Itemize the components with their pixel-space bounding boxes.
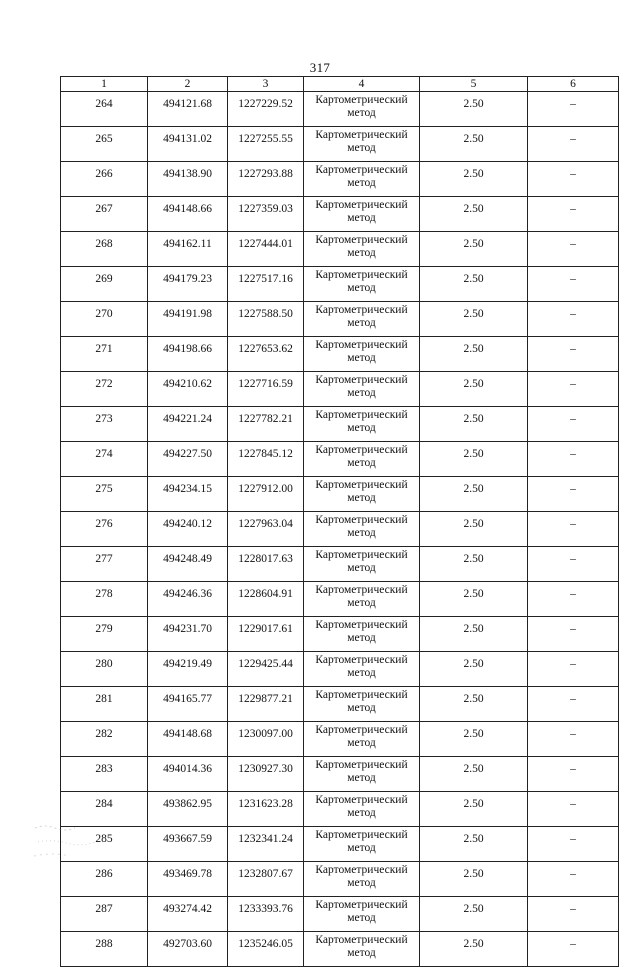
coord-x-cell: 494198.66 (148, 337, 228, 372)
accuracy-cell: 2.50 (420, 477, 528, 512)
coord-y-cell: 1229425.44 (228, 652, 304, 687)
coord-x-cell: 494246.36 (148, 582, 228, 617)
method-cell: Картометрический метод (304, 757, 420, 792)
coord-y-cell: 1227255.55 (228, 127, 304, 162)
method-cell: Картометрический метод (304, 547, 420, 582)
accuracy-cell: 2.50 (420, 162, 528, 197)
method-cell: Картометрический метод (304, 232, 420, 267)
note-cell: – (528, 582, 619, 617)
coord-y-cell: 1227716.59 (228, 372, 304, 407)
accuracy-cell: 2.50 (420, 267, 528, 302)
accuracy-cell: 2.50 (420, 582, 528, 617)
method-cell: Картометрический метод (304, 442, 420, 477)
method-cell: Картометрический метод (304, 652, 420, 687)
table-row (61, 92, 619, 127)
point-number-cell: 270 (61, 302, 148, 337)
method-cell: Картометрический метод (304, 302, 420, 337)
coord-y-cell: 1230097.00 (228, 722, 304, 757)
note-cell: – (528, 197, 619, 232)
table-row (61, 687, 619, 722)
header-col-5: 5 (420, 77, 528, 92)
method-cell: Картометрический метод (304, 477, 420, 512)
point-number-cell: 281 (61, 687, 148, 722)
coord-y-cell: 1228604.91 (228, 582, 304, 617)
coord-y-cell: 1227912.00 (228, 477, 304, 512)
table-row (61, 372, 619, 407)
accuracy-cell: 2.50 (420, 547, 528, 582)
coord-x-cell: 494148.68 (148, 722, 228, 757)
coord-y-cell: 1227444.01 (228, 232, 304, 267)
accuracy-cell: 2.50 (420, 197, 528, 232)
point-number-cell: 266 (61, 162, 148, 197)
method-cell: Картометрический метод (304, 827, 420, 862)
method-cell: Картометрический метод (304, 127, 420, 162)
table-row (61, 827, 619, 862)
table-row (61, 267, 619, 302)
note-cell: – (528, 722, 619, 757)
table-row (61, 337, 619, 372)
coord-y-cell: 1229017.61 (228, 617, 304, 652)
note-cell: – (528, 687, 619, 722)
point-number-cell: 268 (61, 232, 148, 267)
table-row (61, 582, 619, 617)
accuracy-cell: 2.50 (420, 722, 528, 757)
header-col-4: 4 (304, 77, 420, 92)
coord-x-cell: 494210.62 (148, 372, 228, 407)
method-cell: Картометрический метод (304, 337, 420, 372)
coord-x-cell: 494221.24 (148, 407, 228, 442)
coord-x-cell: 494131.02 (148, 127, 228, 162)
coord-y-cell: 1227293.88 (228, 162, 304, 197)
coord-y-cell: 1229877.21 (228, 687, 304, 722)
method-cell: Картометрический метод (304, 92, 420, 127)
coord-y-cell: 1231623.28 (228, 792, 304, 827)
note-cell: – (528, 827, 619, 862)
coord-x-cell: 494179.23 (148, 267, 228, 302)
accuracy-cell: 2.50 (420, 757, 528, 792)
coord-x-cell: 493667.59 (148, 827, 228, 862)
coord-y-cell: 1227845.12 (228, 442, 304, 477)
method-cell: Картометрический метод (304, 932, 420, 967)
point-number-cell: 265 (61, 127, 148, 162)
point-number-cell: 279 (61, 617, 148, 652)
accuracy-cell: 2.50 (420, 442, 528, 477)
note-cell: – (528, 897, 619, 932)
accuracy-cell: 2.50 (420, 512, 528, 547)
note-cell: – (528, 337, 619, 372)
table-row (61, 722, 619, 757)
note-cell: – (528, 547, 619, 582)
method-cell: Картометрический метод (304, 582, 420, 617)
coord-x-cell: 494162.11 (148, 232, 228, 267)
method-cell: Картометрический метод (304, 267, 420, 302)
coord-x-cell: 494191.98 (148, 302, 228, 337)
note-cell: – (528, 372, 619, 407)
point-number-cell: 278 (61, 582, 148, 617)
note-cell: – (528, 407, 619, 442)
table-body (61, 92, 619, 967)
coord-y-cell: 1227588.50 (228, 302, 304, 337)
coord-x-cell: 493469.78 (148, 862, 228, 897)
coord-x-cell: 494219.49 (148, 652, 228, 687)
coord-x-cell: 493862.95 (148, 792, 228, 827)
table-row (61, 232, 619, 267)
table-row (61, 792, 619, 827)
method-cell: Картометрический метод (304, 617, 420, 652)
coord-x-cell: 494231.70 (148, 617, 228, 652)
point-number-cell: 272 (61, 372, 148, 407)
point-number-cell: 276 (61, 512, 148, 547)
method-cell: Картометрический метод (304, 407, 420, 442)
table-row (61, 932, 619, 967)
point-number-cell: 273 (61, 407, 148, 442)
table-row (61, 897, 619, 932)
note-cell: – (528, 92, 619, 127)
method-cell: Картометрический метод (304, 162, 420, 197)
coord-y-cell: 1227229.52 (228, 92, 304, 127)
page-number: 317 (309, 60, 331, 75)
coord-x-cell: 494165.77 (148, 687, 228, 722)
table-header-row (61, 77, 619, 92)
note-cell: – (528, 267, 619, 302)
point-number-cell: 277 (61, 547, 148, 582)
table-row (61, 652, 619, 687)
note-cell: – (528, 232, 619, 267)
point-number-cell: 286 (61, 862, 148, 897)
point-number-cell: 274 (61, 442, 148, 477)
note-cell: – (528, 652, 619, 687)
point-number-cell: 275 (61, 477, 148, 512)
table-row (61, 442, 619, 477)
table-row (61, 547, 619, 582)
coord-y-cell: 1227359.03 (228, 197, 304, 232)
coord-x-cell: 494227.50 (148, 442, 228, 477)
note-cell: – (528, 302, 619, 337)
accuracy-cell: 2.50 (420, 337, 528, 372)
coord-x-cell: 494240.12 (148, 512, 228, 547)
table-row (61, 477, 619, 512)
accuracy-cell: 2.50 (420, 92, 528, 127)
point-number-cell: 280 (61, 652, 148, 687)
method-cell: Картометрический метод (304, 897, 420, 932)
accuracy-cell: 2.50 (420, 127, 528, 162)
table-row (61, 617, 619, 652)
coordinates-table (60, 76, 619, 967)
note-cell: – (528, 162, 619, 197)
point-number-cell: 282 (61, 722, 148, 757)
accuracy-cell: 2.50 (420, 827, 528, 862)
point-number-cell: 267 (61, 197, 148, 232)
accuracy-cell: 2.50 (420, 617, 528, 652)
accuracy-cell: 2.50 (420, 897, 528, 932)
method-cell: Картометрический метод (304, 197, 420, 232)
accuracy-cell: 2.50 (420, 372, 528, 407)
coord-x-cell: 493274.42 (148, 897, 228, 932)
coord-y-cell: 1235246.05 (228, 932, 304, 967)
accuracy-cell: 2.50 (420, 407, 528, 442)
faint-stamp-mark (30, 818, 140, 868)
coord-y-cell: 1230927.30 (228, 757, 304, 792)
accuracy-cell: 2.50 (420, 652, 528, 687)
method-cell: Картометрический метод (304, 512, 420, 547)
method-cell: Картометрический метод (304, 372, 420, 407)
accuracy-cell: 2.50 (420, 687, 528, 722)
coord-y-cell: 1227653.62 (228, 337, 304, 372)
coord-x-cell: 494138.90 (148, 162, 228, 197)
point-number-cell: 269 (61, 267, 148, 302)
point-number-cell: 288 (61, 932, 148, 967)
coord-y-cell: 1227782.21 (228, 407, 304, 442)
header-col-1: 1 (61, 77, 148, 92)
header-col-3: 3 (228, 77, 304, 92)
table-row (61, 197, 619, 232)
accuracy-cell: 2.50 (420, 932, 528, 967)
table-row (61, 127, 619, 162)
coord-x-cell: 494234.15 (148, 477, 228, 512)
note-cell: – (528, 442, 619, 477)
note-cell: – (528, 792, 619, 827)
point-number-cell: 284 (61, 792, 148, 827)
coord-x-cell: 494148.66 (148, 197, 228, 232)
method-cell: Картометрический метод (304, 687, 420, 722)
table-row (61, 162, 619, 197)
note-cell: – (528, 862, 619, 897)
note-cell: – (528, 932, 619, 967)
point-number-cell: 283 (61, 757, 148, 792)
table-row (61, 512, 619, 547)
note-cell: – (528, 757, 619, 792)
accuracy-cell: 2.50 (420, 862, 528, 897)
coord-y-cell: 1232341.24 (228, 827, 304, 862)
point-number-cell: 287 (61, 897, 148, 932)
coord-y-cell: 1228017.63 (228, 547, 304, 582)
note-cell: – (528, 477, 619, 512)
table-row (61, 757, 619, 792)
coord-x-cell: 494248.49 (148, 547, 228, 582)
coord-y-cell: 1232807.67 (228, 862, 304, 897)
accuracy-cell: 2.50 (420, 792, 528, 827)
point-number-cell: 271 (61, 337, 148, 372)
method-cell: Картометрический метод (304, 722, 420, 757)
note-cell: – (528, 512, 619, 547)
header-col-2: 2 (148, 77, 228, 92)
note-cell: – (528, 617, 619, 652)
method-cell: Картометрический метод (304, 792, 420, 827)
coord-y-cell: 1233393.76 (228, 897, 304, 932)
coord-y-cell: 1227517.16 (228, 267, 304, 302)
header-col-6: 6 (528, 77, 619, 92)
method-cell: Картометрический метод (304, 862, 420, 897)
coord-y-cell: 1227963.04 (228, 512, 304, 547)
coord-x-cell: 494014.36 (148, 757, 228, 792)
table-row (61, 407, 619, 442)
coord-x-cell: 492703.60 (148, 932, 228, 967)
coord-x-cell: 494121.68 (148, 92, 228, 127)
accuracy-cell: 2.50 (420, 302, 528, 337)
point-number-cell: 285 (61, 827, 148, 862)
point-number-cell: 264 (61, 92, 148, 127)
table-row (61, 302, 619, 337)
table-row (61, 862, 619, 897)
accuracy-cell: 2.50 (420, 232, 528, 267)
note-cell: – (528, 127, 619, 162)
